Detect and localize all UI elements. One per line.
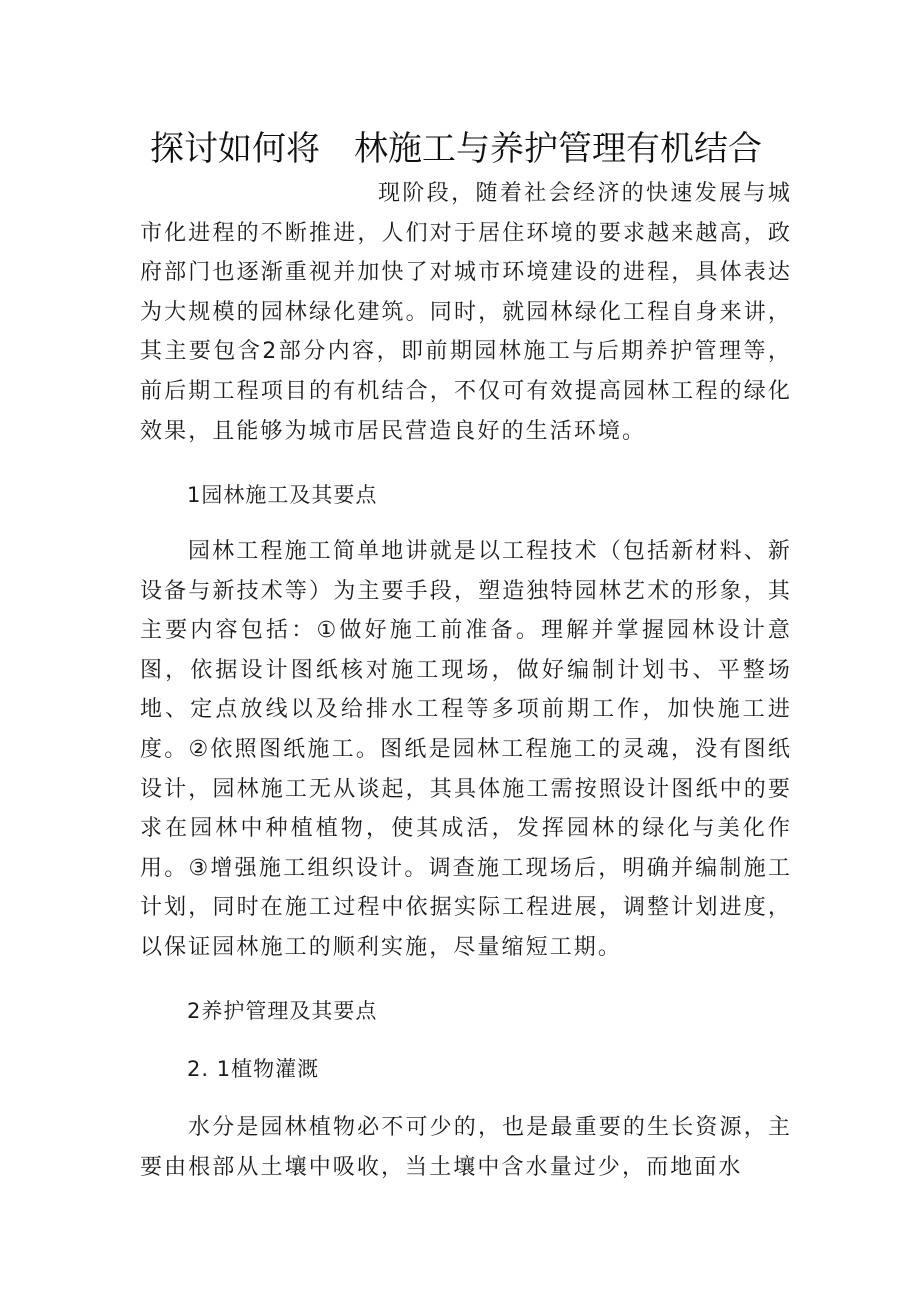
section-2-1-heading: 2. 1植物灌溉 <box>187 1057 320 1081</box>
section-2-heading: 2养护管理及其要点 <box>187 999 378 1023</box>
title-part-1: 探讨如何将 <box>150 129 320 169</box>
intro-paragraph: 现阶段，随着社会经济的快速发展与城市化进程的不断推进，人们对于居住环境的要求越来越高，政府部门也逐渐重视并加快了对城市环境建设的进程，具体表达为大规模的园林绿化建筑。同时，就园林绿化工程自身来讲，其主要包含2部分内容，即前期园林施工与后期养护管理等，前后期工程项目的有机结合，不仅可有效提高园林工程的绿化效果，且能够为城市居民营造良好的生活环境。 <box>140 181 792 444</box>
title-part-2: 林施工与养护管理有机结合 <box>354 129 762 169</box>
section-2-1-paragraph: 水分是园林植物必不可少的，也是最重要的生长资源，主要由根部从土壤中吸收，当土壤中含水量过少，而地面水 <box>140 1115 792 1180</box>
section-1-heading: 1园林施工及其要点 <box>187 483 378 507</box>
section-1-paragraph: 园林工程施工简单地讲就是以工程技术（包括新材料、新设备与新技术等）为主要手段，塑造独特园林艺术的形象，其主要内容包括：①做好施工前准备。理解并掌握园林设计意图，依据设计图纸核对施工现场，做好编制计划书、平整场地、定点放线以及给排水工程等多项前期工作，加快施工进度。②依照图纸施工。图纸是园林工程施工的灵魂，没有图纸设计，园林施工无从谈起，其具体施工需按照设计图纸中的要求在园林中种植植物，使其成活，发挥园林的绿化与美化作用。③增强施工组织设计。调查施工现场后，明确并编制施工计划，同时在施工过程中依据实际工程进展，调整计划进度，以保证园林施工的顺利实施，尽量缩短工期。 <box>140 539 792 960</box>
document-title <box>150 126 790 176</box>
